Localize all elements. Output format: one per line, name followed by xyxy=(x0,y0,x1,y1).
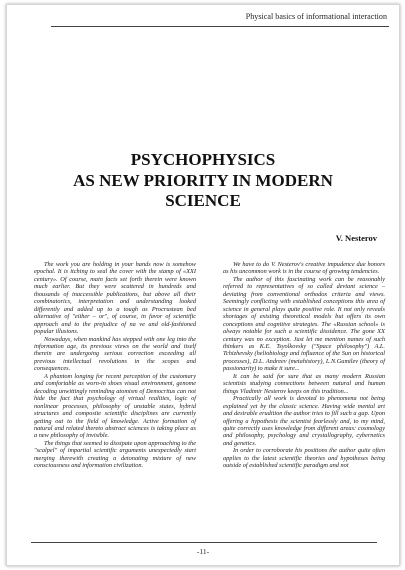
title-line-2: AS NEW PRIORITY IN MODERN xyxy=(73,170,333,190)
paragraph: The things that seemed to dissipate upon approaching to the "scalpel" of impartial scientific arguments unexpectedly start merging therewith creating a detonating mixture of new consciousness and information civilization. xyxy=(34,439,196,470)
author-name: V. Nesterov xyxy=(335,233,377,243)
article-title xyxy=(7,150,399,212)
right-column xyxy=(223,261,385,470)
footer-rule xyxy=(31,542,377,543)
paragraph: A phantom longing for recent perception of the customary and comfortable as worn-in shoes visual environment, genome decoding unwittingly reminding atomism of Democritus can not hide the fact that psychology of virtual realities, logic of nonlinear processes, philosophy of unstable states, hybrid structures and composite scientific disciplines are currently getting out to the field of knowledge. Active formation of natural and related thereto abstract sciences is taking place as a new philosophy of invisible. xyxy=(34,372,196,440)
title-line-3: SCIENCE xyxy=(165,191,241,210)
title-line-1: PSYCHOPHYSICS xyxy=(130,150,276,169)
paragraph: The work you are holding in your hands now is somehow epochal. It is itching to seal the cover with the stamp of «XXI century». Of course, main facts set forth therein were known much earlier. But they were scattered in hundreds and thousands of inaccessible publications, but above all their combinatorics, interpretation and understanding looked differently and added up to a tough as Procrustean bed alternative of "either – or", of course, in favor of scientific approach and to the prejudice of na ve and old-fashioned popular illusions. xyxy=(34,261,196,336)
page-number: -11- xyxy=(196,547,210,556)
running-head: Physical basics of informational interaction xyxy=(245,12,387,21)
paragraph: Practically all work is devoted to phenomena not being explained yet by the classic science. Having wide mental art and desirable erudition the author tries to fill such a gap. Upon offering a hypothesis the scientist fearlessly and, to my mind, quite correctly uses knowledge from different areas: cosmology and philosophy, psychology and crystallography, cybernetics and genetics. xyxy=(223,395,385,447)
paragraph: In order to corroborate his positions the author quite often applies to the latest scientific theories and hypotheses being outside of established scientific paradigm and not xyxy=(223,447,385,470)
left-column xyxy=(34,261,196,470)
paragraph: Nowadays, when mankind has stepped with one leg into the information age, its previous views on the world and itself therein are undergoing serious correction exceeding all previous intellectual revolutions in the scopes and consequences. xyxy=(34,335,196,373)
journal-page xyxy=(6,4,400,566)
paragraph: The author of this fascinating work can be reasonably referred to representatives of so called deviant science – deviating from conventional orthodox criteria and views. Seemingly conflicting with established conceptions this area of science in general plays quite positive role. It not only reveals shortages of existing theoretical models but offers its own conceptions and cognitive strategies. The «Russian school» is always notable for such a scientific dissidence. The gone XX century was no exception. Just let me mention names of such thinkers as K.E. Tsyolkovsky ("Space philosophy") A.L. Tchizhevsky (heliobiology and influence of the Sun on historical processes), D.L. Andreev (metahistory), L.N.Gumilev (theory of passionarity) to make it sure... xyxy=(223,275,385,373)
paragraph: It can be said for sure that as many modern Russian scientists studying connections between natural and human things Vladimir Nesterov keeps on this tradition... xyxy=(223,372,385,395)
paragraph: We have to do V. Nesterov's creative impudence due honors as his uncommon work is in the course of growing tendencies. xyxy=(223,261,385,276)
header-rule xyxy=(51,26,389,27)
